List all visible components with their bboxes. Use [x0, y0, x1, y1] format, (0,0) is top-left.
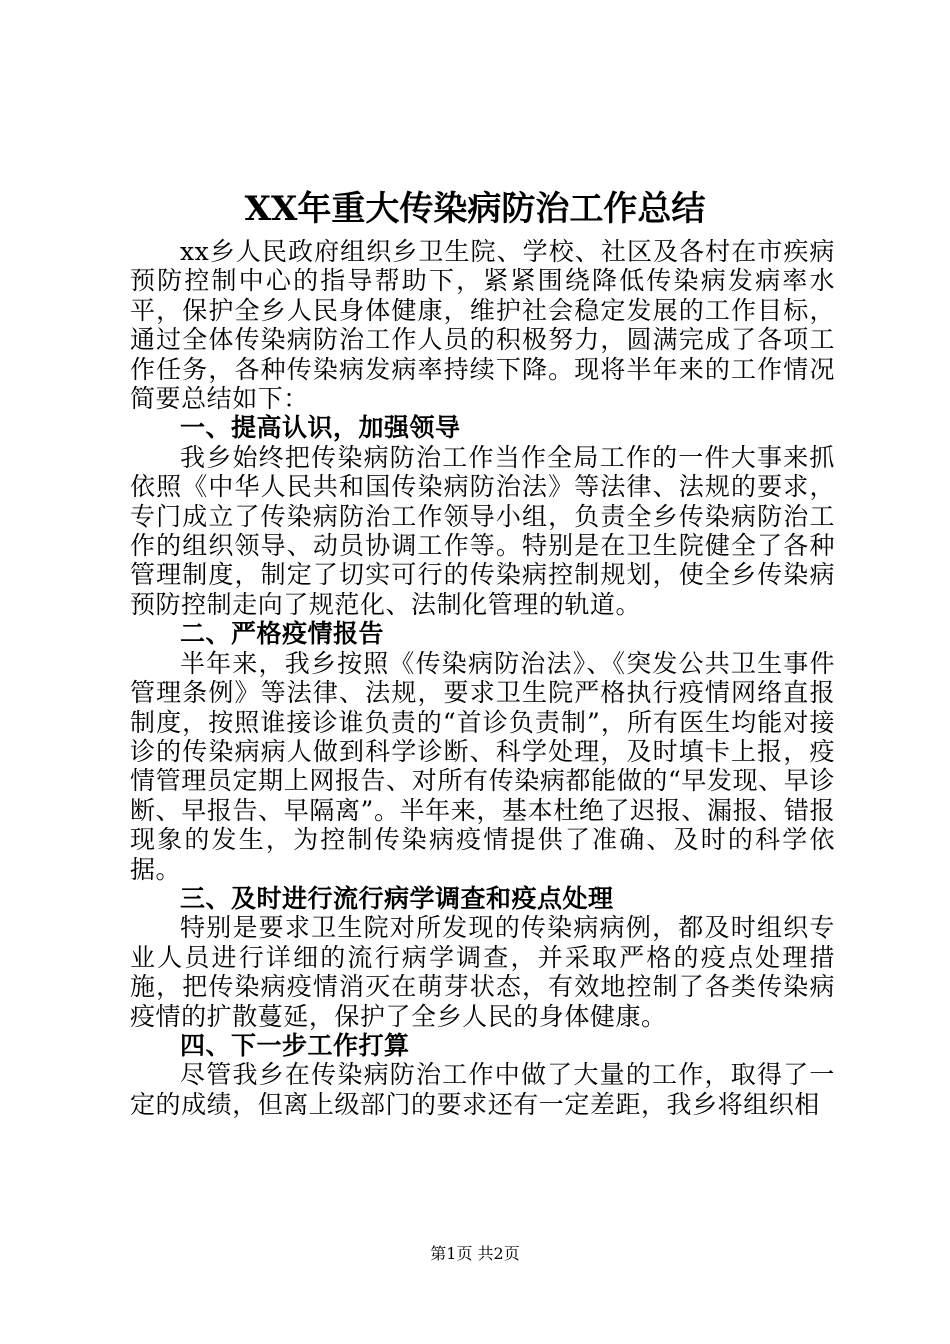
section-heading-3: 三、及时进行流行病学调查和疫点处理: [180, 883, 614, 913]
section-heading-2: 二、严格疫情报告: [180, 619, 385, 649]
section-paragraph-2: 半年来，我乡按照《传染病防治法》、《突发公共卫生事件管理条例》等法律、法规，要求卫生院严格执行疫情网络直报制度，按照谁接诊谁负责的“首诊负责制”，所有医生均能对接诊的传染病病人做到科学诊断、科学处理，及时填卡上报，疫情管理员定期上网报告、对所有传染病都能做的“早发现、早诊断、早报告、早隔离”。半年来，基本杜绝了迟报、漏报、错报现象的发生，为控制传染病疫情提供了准确、及时的科学依据。: [130, 648, 835, 884]
document-title: XX年重大传染病防治工作总结: [244, 189, 706, 229]
section-paragraph-1: 我乡始终把传染病防治工作当作全局工作的一件大事来抓依照《中华人民共和国传染病防治法》等法律、法规的要求，专门成立了传染病防治工作领导小组，负责全乡传染病防治工作的组织领导、动员协调工作等。特别是在卫生院健全了各种管理制度，制定了切实可行的传染病控制规划，使全乡传染病预防控制走向了规范化、法制化管理的轨道。: [130, 442, 835, 619]
document-body: [130, 237, 835, 1119]
page-footer: 第1页 共2页: [430, 1244, 520, 1263]
section-paragraph-3: 特别是要求卫生院对所发现的传染病病例，都及时组织专业人员进行详细的流行病学调查，并采取严格的疫点处理措施，把传染病疫情消灭在萌芽状态，有效地控制了各类传染病疫情的扩散蔓延，保护了全乡人民的身体健康。: [130, 913, 835, 1031]
section-heading-4: 四、下一步工作打算: [180, 1030, 410, 1060]
section-paragraph-4: 尽管我乡在传染病防治工作中做了大量的工作，取得了一定的成绩，但离上级部门的要求还有一定差距，我乡将组织相: [130, 1060, 835, 1119]
section-heading-1: 一、提高认识，加强领导: [180, 413, 461, 443]
intro-paragraph: xx乡人民政府组织乡卫生院、学校、社区及各村在市疾病预防控制中心的指导帮助下，紧紧围绕降低传染病发病率水平，保护全乡人民身体健康，维护社会稳定发展的工作目标，通过全体传染病防治工作人员的积极努力，圆满完成了各项工作任务，各种传染病发病率持续下降。现将半年来的工作情况简要总结如下：: [130, 237, 835, 414]
